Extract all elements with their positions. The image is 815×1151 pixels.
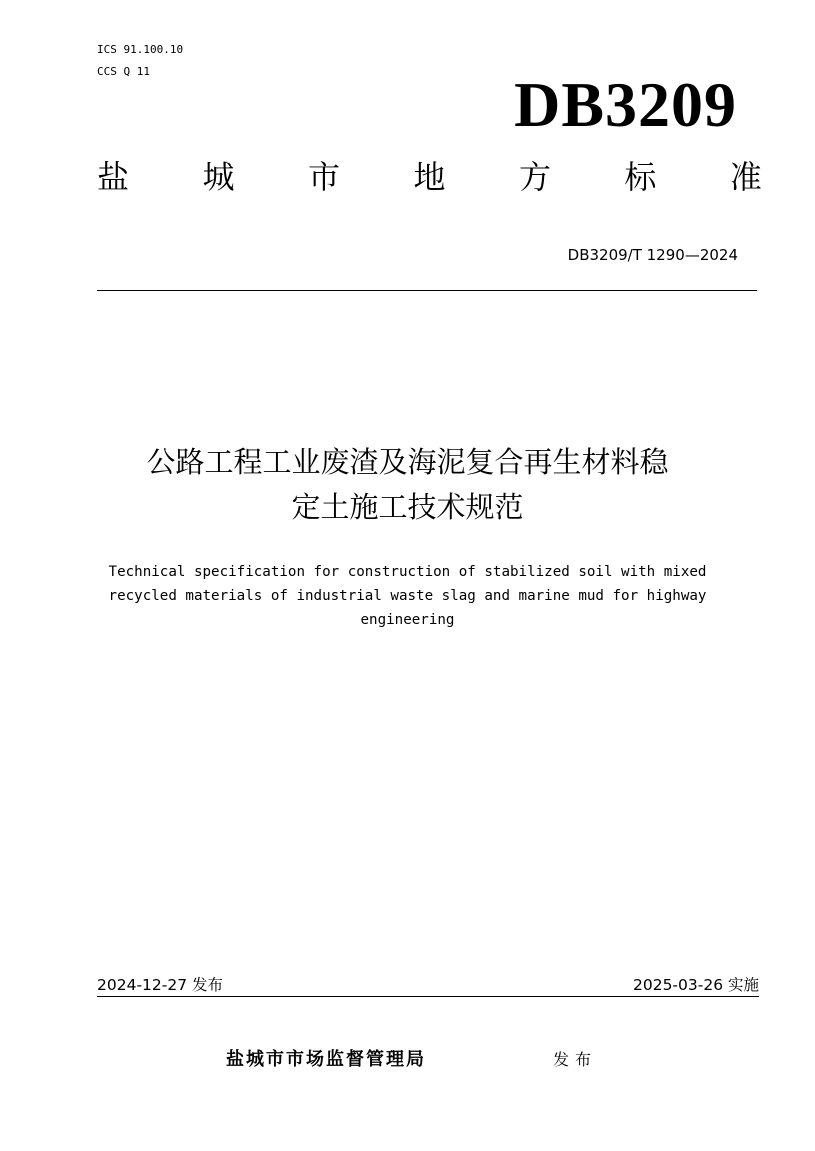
top-divider — [97, 290, 757, 291]
title-chinese — [60, 440, 755, 530]
standard-type-char: 方 — [518, 158, 551, 196]
standard-number: DB3209/T 1290—2024 — [567, 246, 738, 264]
standard-code-logo: DB3209 — [514, 69, 737, 140]
title-english-line: Technical specification for construction of stabilized soil with mixed — [108, 564, 707, 580]
title-english-line: recycled materials of industrial waste slag and marine mud for highway — [108, 588, 707, 604]
issued-label: 发布 — [553, 1050, 598, 1069]
title-chinese-line: 公路工程工业废渣及海泥复合再生材料稳 — [146, 445, 669, 479]
standard-type-char: 盐 — [97, 158, 130, 196]
issuing-authority: 盐城市市场监督管理局 — [226, 1049, 426, 1070]
implementation-date: 2025-03-26 实施 — [632, 976, 759, 994]
title-english-line: engineering — [360, 612, 455, 628]
publish-date: 2024-12-27 发布 — [97, 976, 224, 994]
standard-type-char: 地 — [413, 158, 446, 196]
ics-code: ICS 91.100.10 — [97, 43, 184, 56]
standard-type-char: 标 — [624, 158, 657, 196]
bottom-divider — [97, 996, 759, 997]
standard-type-char: 准 — [729, 158, 762, 196]
standard-type-char: 城 — [202, 158, 235, 196]
standard-type-char: 市 — [307, 158, 340, 196]
title-english — [60, 560, 755, 632]
standard-type-heading — [97, 155, 762, 199]
ccs-code: CCS Q 11 — [97, 65, 150, 78]
title-chinese-line: 定土施工技术规范 — [291, 490, 524, 524]
